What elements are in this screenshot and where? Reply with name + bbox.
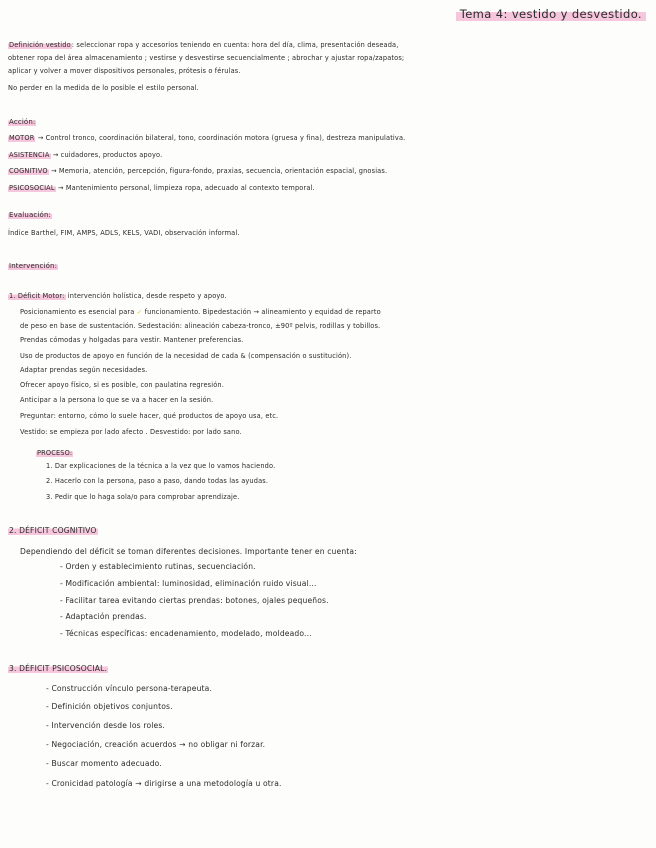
psychosocial-item: - Intervención desde los roles.	[46, 721, 165, 730]
action-assist-text: → cuidadores, productos apoyo.	[52, 151, 163, 159]
evaluation-heading-text: Evaluación:	[9, 211, 52, 219]
motor-line-3: Prendas cómodas y holgadas para vestir. Mantener preferencias.	[20, 336, 244, 344]
psychosocial-item: - Definición objetivos conjuntos.	[46, 702, 173, 711]
psychosocial-item: - Buscar momento adecuado.	[46, 759, 162, 768]
definition-label: Definición vestido	[9, 41, 71, 49]
psychosocial-item: - Cronicidad patología → dirigirse a una metodología u otra.	[46, 779, 282, 788]
intervention-heading-text: Intervención:	[9, 262, 58, 270]
motor-line-5: Adaptar prendas según necesidades.	[20, 366, 148, 374]
motor-line-1	[20, 308, 381, 317]
action-cognitive-label: COGNITIVO	[9, 167, 48, 175]
definition-line-1	[8, 41, 399, 50]
psychosocial-item: - Negociación, creación acuerdos → no obligar ni forzar.	[46, 740, 266, 749]
motor-heading-num: 1. Déficit Motor:	[9, 292, 65, 300]
definition-line-2: obtener ropa del área almacenamiento ; vestirse y desvestirse secuencialmente ; abrochar y ajustar ropa/zapatos;	[8, 54, 405, 62]
definition-line-4: No perder en la medida de lo posible el estilo personal.	[8, 84, 199, 92]
motor-line-2: de peso en base de sustentación. Sedestación: alineación cabeza-tronco, ±90º pelvis, rodillas y tobillos.	[20, 322, 381, 330]
cognitive-item: - Facilitar tarea evitando ciertas prendas: botones, ojales pequeños.	[60, 596, 329, 605]
psychosocial-heading-text: 3. DÉFICIT PSICOSOCIAL.	[9, 664, 108, 673]
page-title: Tema 4: vestido y desvestido.	[456, 7, 646, 21]
definition-text-1: : seleccionar ropa y accesorios teniendo en cuenta: hora del día, clima, presentación deseada,	[71, 41, 399, 49]
process-step-3: 3. Pedir que lo haga sola/o para comprobar aprendizaje.	[46, 493, 240, 501]
cognitive-item: - Adaptación prendas.	[60, 612, 147, 621]
cognitive-intro: Dependiendo del déficit se toman diferentes decisiones. Importante tener en cuenta:	[20, 547, 357, 556]
cognitive-heading	[8, 526, 98, 535]
action-psychosocial-label: PSICOSOCIAL	[9, 184, 55, 192]
motor-line-4: Uso de productos de apoyo en función de la necesidad de cada & (compensación o sustitución).	[20, 352, 352, 360]
cognitive-item: - Modificación ambiental: luminosidad, eliminación ruido visual...	[60, 579, 317, 588]
evaluation-text: Índice Barthel, FIM, AMPS, ADLS, KELS, VADI, observación informal.	[8, 229, 240, 237]
action-heading-text: Acción:	[9, 118, 36, 126]
action-motor-text: → Control tronco, coordinación bilateral, tono, coordinación motora (gruesa y fina), destreza manipulativa.	[37, 134, 406, 142]
process-step-2: 2. Hacerlo con la persona, paso a paso, dando todas las ayudas.	[46, 477, 269, 485]
action-psychosocial-text: → Mantenimiento personal, limpieza ropa, adecuado al contexto temporal.	[57, 184, 315, 192]
motor-line-6: Ofrecer apoyo físico, si es posible, con paulatina regresión.	[20, 381, 224, 389]
cognitive-item: - Orden y establecimiento rutinas, secuenciación.	[60, 562, 256, 571]
check-icon: ✓	[136, 308, 143, 316]
motor-line-1a: Posicionamiento es esencial para	[20, 308, 135, 316]
psychosocial-heading	[8, 664, 108, 673]
action-heading	[8, 118, 36, 127]
cognitive-heading-text: 2. DÉFICIT COGNITIVO	[9, 526, 97, 535]
motor-heading-rest: intervención holística, desde respeto y apoyo.	[65, 292, 227, 300]
process-step-1: 1. Dar explicaciones de la técnica a la vez que lo vamos haciendo.	[46, 462, 276, 470]
process-heading	[36, 449, 73, 458]
action-motor-label: MOTOR	[9, 134, 35, 142]
motor-line-9: Vestido: se empieza por lado afecto . Desvestido: por lado sano.	[20, 428, 242, 436]
evaluation-heading	[8, 211, 52, 220]
action-assist	[8, 151, 162, 160]
action-psychosocial	[8, 184, 315, 193]
action-assist-label: ASISTENCIA	[9, 151, 50, 159]
action-cognitive-text: → Memoria, atención, percepción, figura-fondo, praxias, secuencia, orientación espacial, gnosias.	[50, 167, 388, 175]
motor-line-8: Preguntar: entorno, cómo lo suele hacer, qué productos de apoyo usa, etc.	[20, 412, 279, 420]
motor-line-1b: funcionamiento. Bipedestación → alineamiento y equidad de reparto	[144, 308, 381, 316]
action-motor	[8, 134, 405, 143]
cognitive-item: - Técnicas específicas: encadenamiento, modelado, moldeado...	[60, 629, 312, 638]
psychosocial-item: - Construcción vínculo persona-terapeuta.	[46, 684, 213, 693]
process-heading-text: PROCESO:	[37, 449, 73, 457]
motor-heading	[8, 292, 227, 301]
definition-line-3: aplicar y volver a mover dispositivos personales, prótesis o férulas.	[8, 67, 241, 75]
action-cognitive	[8, 167, 387, 176]
motor-line-7: Anticipar a la persona lo que se va a hacer en la sesión.	[20, 396, 214, 404]
intervention-heading	[8, 262, 58, 271]
